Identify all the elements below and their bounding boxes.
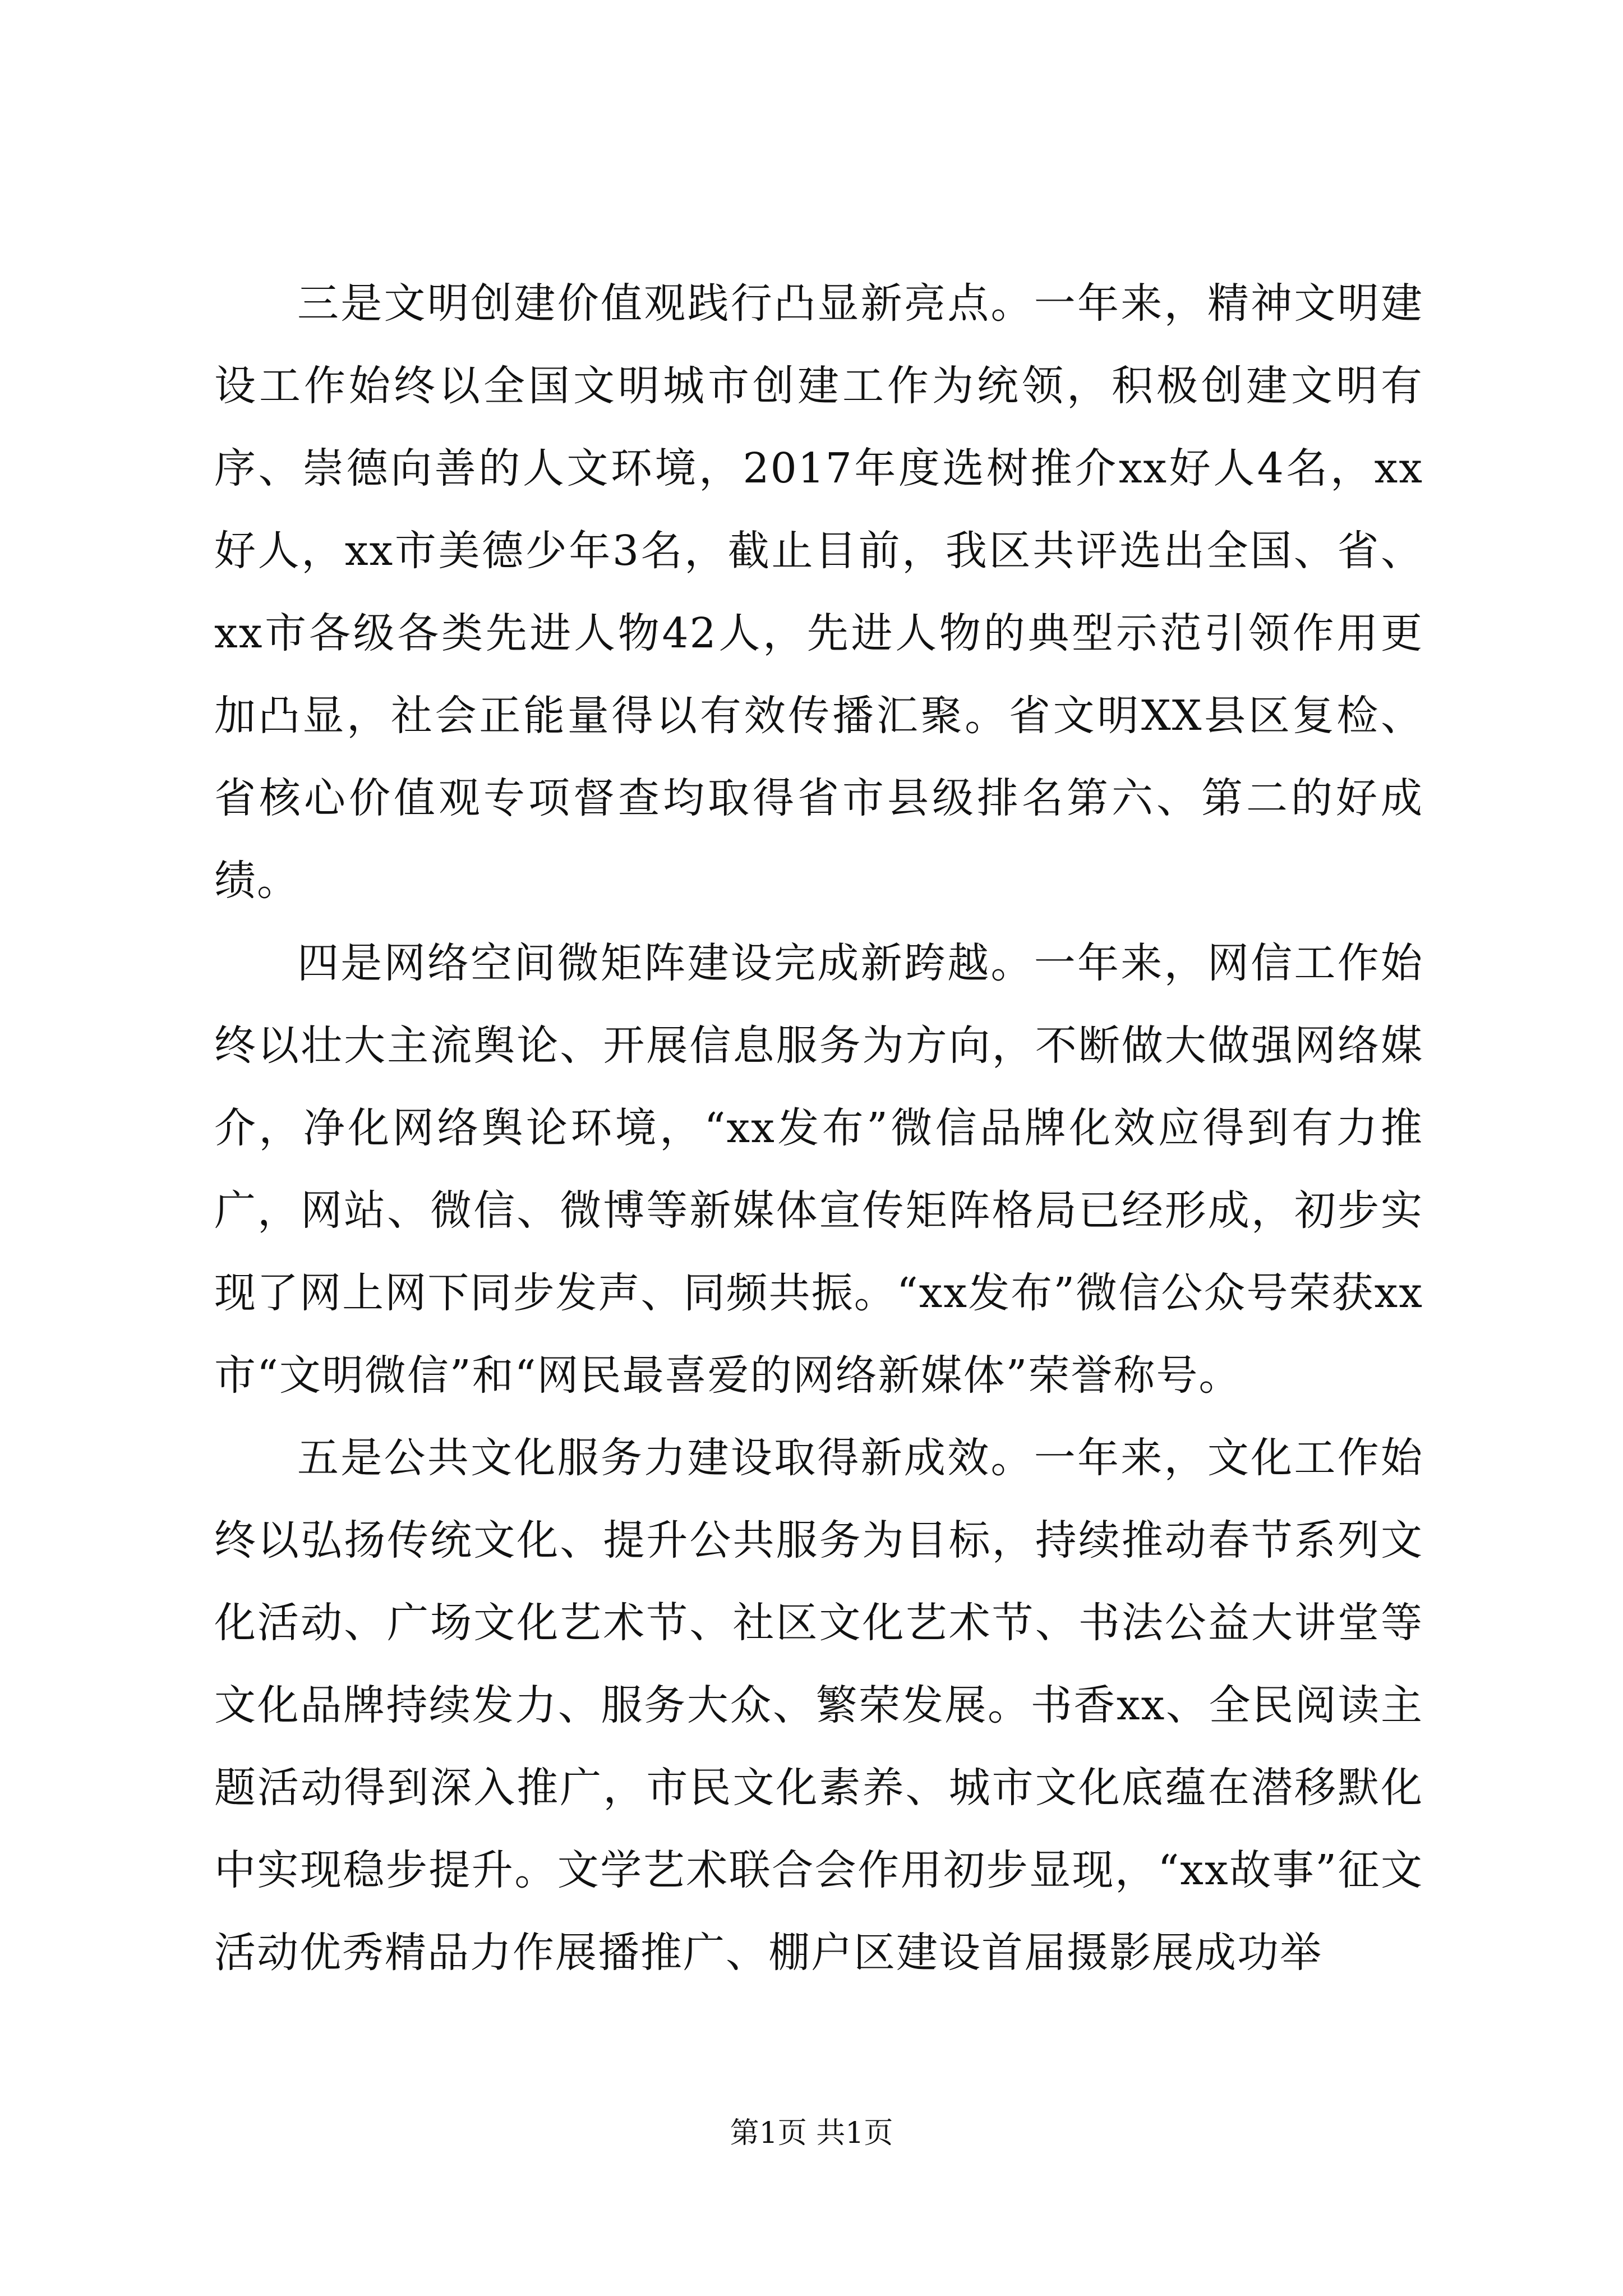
paragraph-public-culture: 五是公共文化服务力建设取得新成效。一年来，文化工作始终以弘扬传统文化、提升公共服务为目标，持续推动春节系列文化活动、广场文化艺术节、社区文化艺术节、书法公益大讲堂等文化品牌持续发力、服务大众、繁荣发展。书香xx、全民阅读主题活动得到深入推广，市民文化素养、城市文化底蕴在潜移默化中实现稳步提升。文学艺术联合会作用初步显现，“xx故事”征文活动优秀精品力作展播推广、棚户区建设首届摄影展成功举 (214, 1434, 1423, 1977)
page-footer: 第1页 共1页 (730, 2116, 893, 2150)
paragraph-cyberspace: 四是网络空间微矩阵建设完成新跨越。一年来，网信工作始终以壮大主流舆论、开展信息服务为方向，不断做大做强网络媒介，净化网络舆论环境，“xx发布”微信品牌化效应得到有力推广，网站、微信、微博等新媒体宣传矩阵格局已经形成，初步实现了网上网下同步发声、同频共振。“xx发布”微信公众号荣获xx市“文明微信”和“网民最喜爱的网络新媒体”荣誉称号。 (214, 939, 1423, 1400)
document-body (214, 263, 1423, 1994)
paragraph-civilization: 三是文明创建价值观践行凸显新亮点。一年来，精神文明建设工作始终以全国文明城市创建工作为统领，积极创建文明有序、崇德向善的人文环境，2017年度选树推介xx好人4名，xx好人，xx市美德少年3名，截止目前，我区共评选出全国、省、xx市各级各类先进人物42人，先进人物的典型示范引领作用更加凸显，社会正能量得以有效传播汇聚。省文明XX县区复检、省核心价值观专项督查均取得省市县级排名第六、第二的好成绩。 (214, 279, 1423, 905)
